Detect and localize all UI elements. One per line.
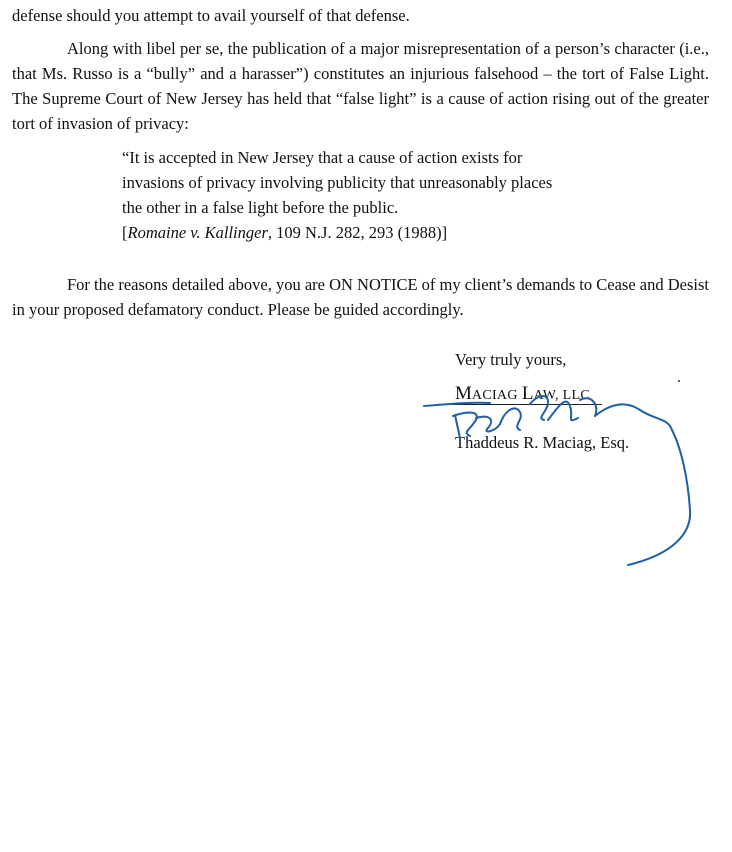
firm-name: MACIAG LAW, LLC	[455, 383, 590, 404]
quote-citation	[122, 220, 602, 245]
signature-line	[452, 404, 602, 405]
block-quote	[122, 145, 602, 245]
quote-line-2: invasions of privacy involving publicity that unreasonably places	[122, 173, 553, 192]
citation-open: [	[122, 223, 128, 242]
quote-line-3: the other in a false light before the public.	[122, 198, 399, 217]
citation-case-name: Romaine v. Kallinger	[127, 223, 268, 242]
closing-salutation: Very truly yours,	[455, 350, 567, 369]
continuation-line: defense should you attempt to avail yourself of that defense.	[12, 6, 410, 25]
false-light-paragraph: Along with libel per se, the publication of a major misrepresentation of a person’s character (i.e., that Ms. Russo is a “bully” and a harasser”) constitutes an injurious falsehood – the tort of False Light. The Supreme Court of New Jersey has held that “false light” is a cause of action rising out of the greater tort of invasion of privacy:	[12, 39, 709, 133]
citation-rest: , 109 N.J. 282, 293 (1988)]	[267, 223, 448, 242]
quote-line-1: “It is accepted in New Jersey that a cause of action exists for	[122, 148, 523, 167]
signer-name: Thaddeus R. Maciag, Esq.	[455, 433, 630, 452]
notice-paragraph: For the reasons detailed above, you are ON NOTICE of my client’s demands to Cease and Desist in your proposed defamatory conduct. Please be guided accordingly.	[12, 275, 709, 319]
